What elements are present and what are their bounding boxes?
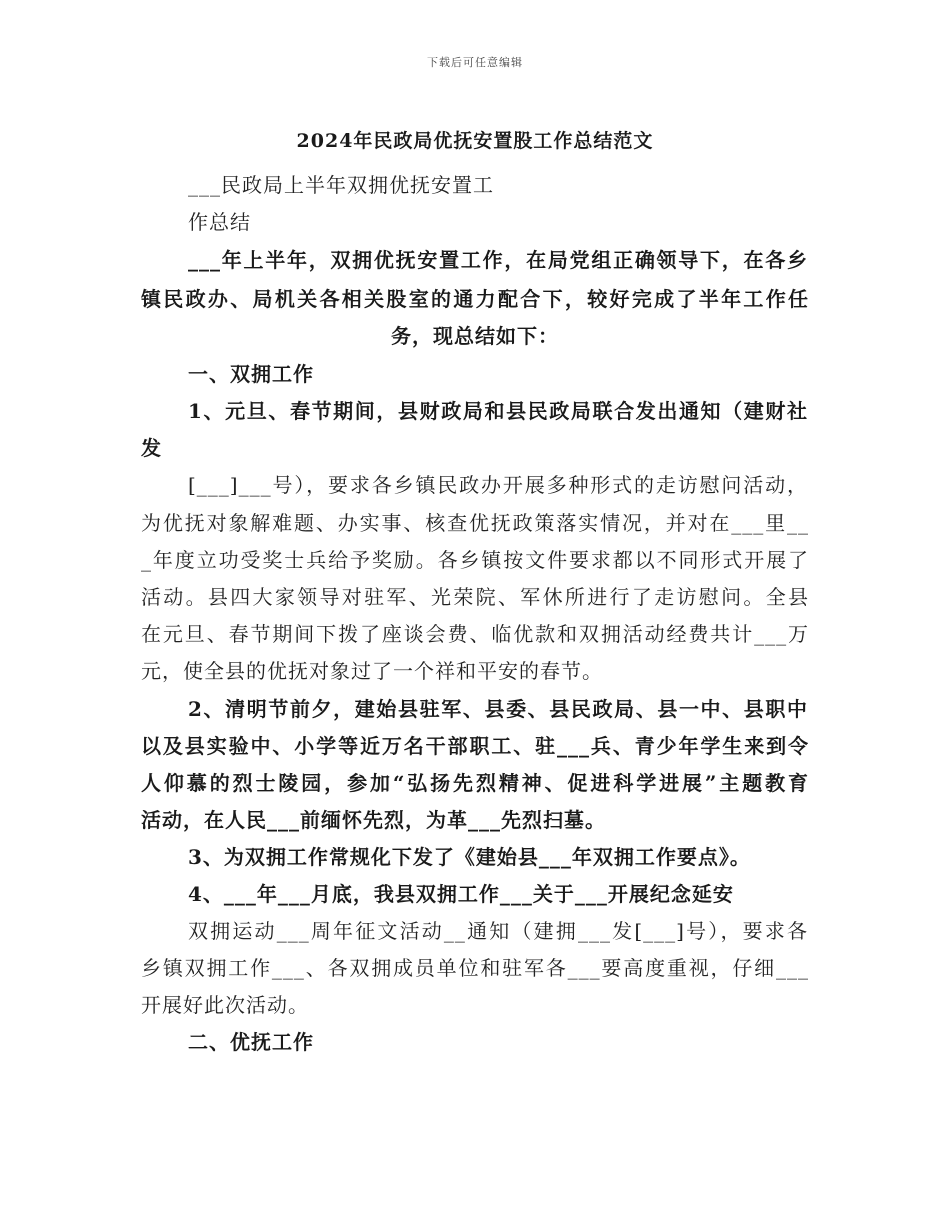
item-1-line-1: 1、元旦、春节期间，县财政局和县民政局联合发出通知（建财社	[188, 399, 808, 423]
item-4-line-3: 乡镇双拥工作___、各双拥成员单位和驻军各___要高度重视，仔细___	[141, 956, 809, 980]
item-4-line-1: 4、___年___月底，我县双拥工作___关于___开展纪念延安	[188, 882, 734, 906]
intro-line-3: 务，现总结如下：	[391, 324, 559, 348]
item-1-line-6: 活动。县四大家领导对驻军、光荣院、军休所进行了走访慰问。全县	[141, 585, 809, 609]
item-4-line-2: 双拥运动___周年征文活动__通知（建拥___发[___]号），要求各	[188, 919, 808, 943]
page-header-note: 下载后可任意编辑	[427, 56, 523, 69]
section-1-heading: 一、双拥工作	[188, 362, 314, 386]
subtitle-line-2: 作总结	[188, 210, 251, 234]
item-4-line-4: 开展好此次活动。	[141, 993, 309, 1017]
item-2-line-2: 以及县实验中、小学等近万名干部职工、驻___兵、青少年学生来到令	[141, 734, 809, 758]
item-1-line-7: 在元旦、春节期间下拨了座谈会费、临优款和双拥活动经费共计___万	[141, 622, 809, 646]
item-3-line-1: 3、为双拥工作常规化下发了《建始县___年双拥工作要点》。	[188, 845, 751, 869]
item-2-line-1: 2、清明节前夕，建始县驻军、县委、县民政局、县一中、县职中	[188, 697, 808, 721]
item-1-line-4: 为优抚对象解难题、办实事、核查优抚政策落实情况，并对在___里__	[141, 511, 809, 535]
item-1-line-5: _年度立功受奖士兵给予奖励。各乡镇按文件要求都以不同形式开展了	[141, 548, 809, 572]
item-1-line-2: 发	[141, 436, 162, 460]
section-2-heading: 二、优抚工作	[188, 1030, 314, 1054]
item-1-line-3: [___]___号），要求各乡镇民政办开展多种形式的走访慰问活动，	[188, 473, 808, 497]
intro-line-2: 镇民政办、局机关各相关股室的通力配合下，较好完成了半年工作任	[141, 287, 809, 311]
document-title: 2024年民政局优抚安置股工作总结范文	[296, 130, 654, 152]
item-2-line-4: 活动，在人民___前缅怀先烈，为革___先烈扫墓。	[141, 808, 606, 832]
item-2-line-3: 人仰慕的烈士陵园，参加“弘扬先烈精神、促进科学进展”主题教育	[141, 771, 809, 795]
subtitle-line-1: ___民政局上半年双拥优抚安置工	[188, 173, 494, 197]
intro-line-1: ___年上半年，双拥优抚安置工作，在局党组正确领导下，在各乡	[188, 248, 808, 272]
item-1-line-8: 元，使全县的优抚对象过了一个祥和平安的春节。	[141, 659, 603, 683]
